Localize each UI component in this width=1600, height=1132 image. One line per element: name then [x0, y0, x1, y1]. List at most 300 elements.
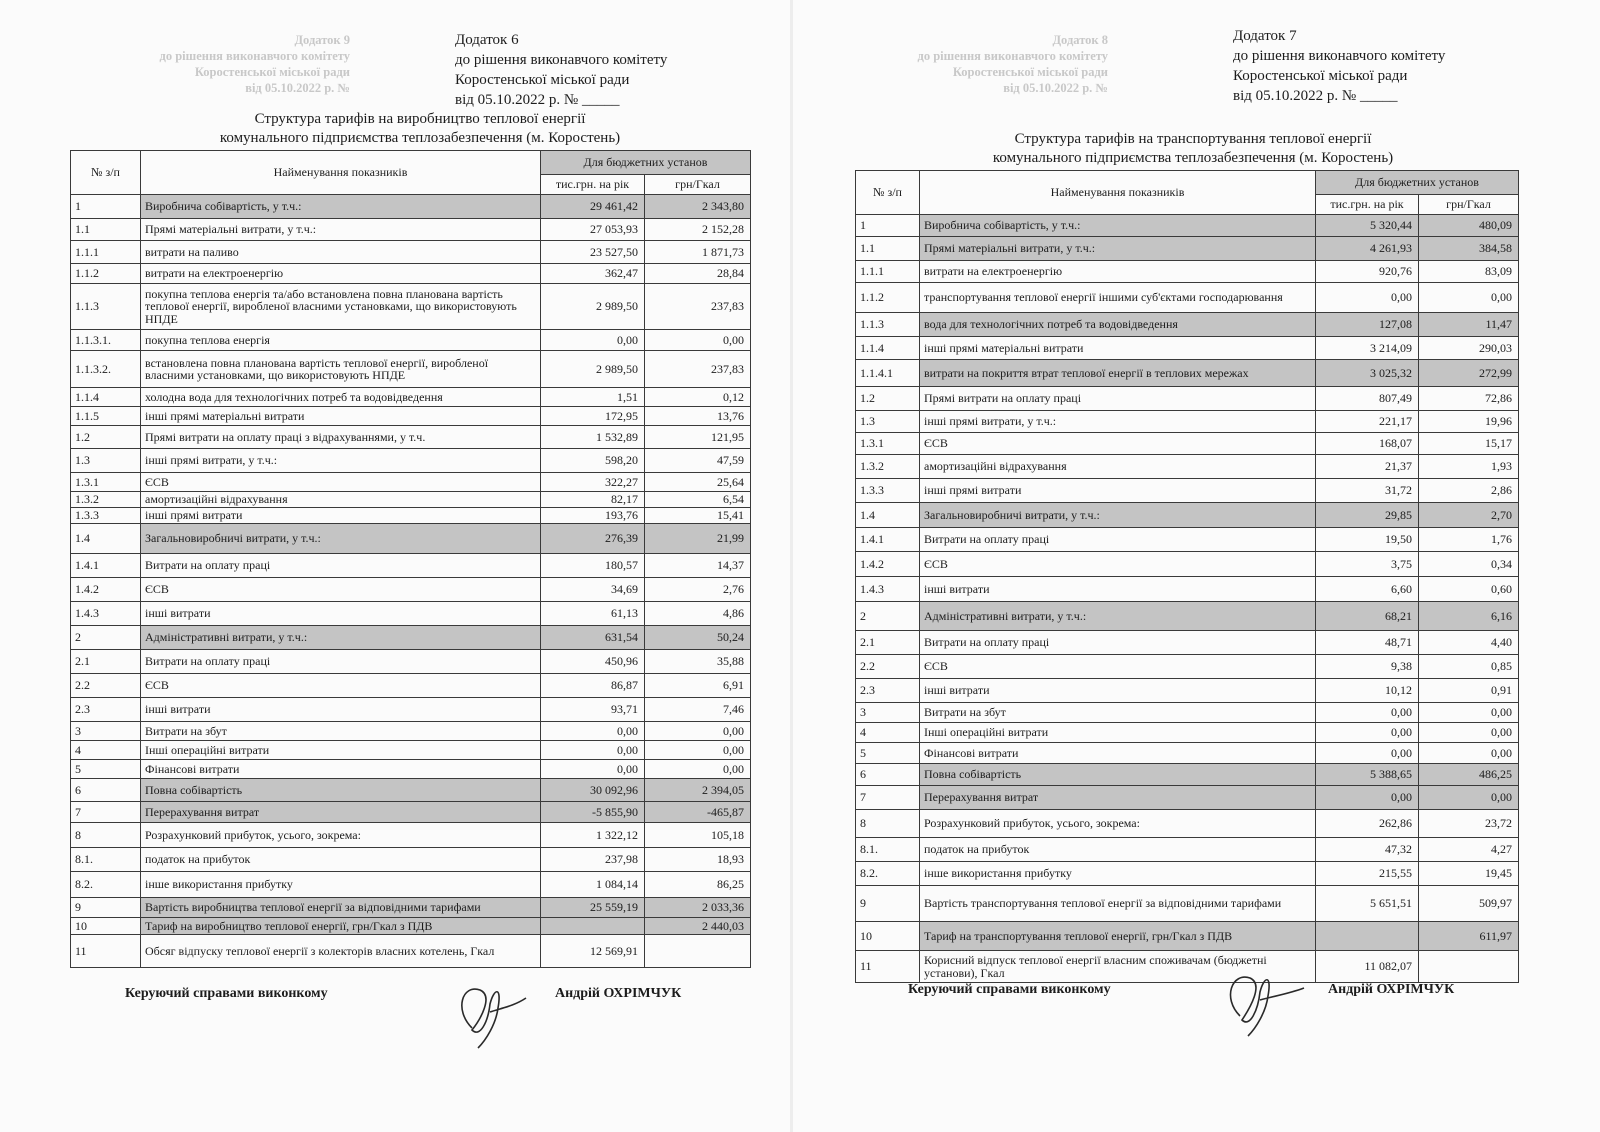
bleed-through-annex	[863, 32, 1108, 96]
row-value-annual: 12 569,91	[541, 935, 645, 968]
row-value-annual: 5 651,51	[1316, 886, 1419, 922]
row-label: покупна теплова енергія	[141, 330, 541, 351]
row-num: 8.1.	[71, 848, 141, 872]
row-value-per-gcal: 28,84	[645, 264, 751, 284]
row-label: ЄСВ	[141, 473, 541, 492]
row-num: 1.4.3	[856, 577, 920, 602]
row-value-annual: 10,12	[1316, 679, 1419, 703]
row-label: Вартість виробництва теплової енергії за відповідними тарифами	[141, 898, 541, 918]
row-num: 1.1.1	[856, 261, 920, 283]
row-label: витрати на покриття втрат теплової енергії в теплових мережах	[920, 360, 1316, 387]
row-value-per-gcal: 4,27	[1419, 838, 1519, 862]
left-document-page	[0, 0, 790, 1132]
row-num: 1.2	[71, 426, 141, 449]
row-value-per-gcal: 23,72	[1419, 810, 1519, 838]
row-value-per-gcal: 50,24	[645, 626, 751, 650]
row-value-per-gcal: 0,00	[1419, 723, 1519, 743]
row-label: Корисний відпуск теплової енергії власним споживачам (бюджетні установи), Гкал	[920, 951, 1316, 983]
row-label: інші витрати	[920, 577, 1316, 602]
row-value-annual: 322,27	[541, 473, 645, 492]
table-row	[856, 810, 1519, 838]
row-value-per-gcal: 0,85	[1419, 655, 1519, 679]
bleed-through-annex	[110, 32, 350, 96]
row-value-per-gcal: 4,40	[1419, 631, 1519, 655]
row-value-annual: 0,00	[541, 741, 645, 760]
row-value-annual: 276,39	[541, 524, 645, 554]
table-row	[71, 388, 751, 407]
table-row	[856, 411, 1519, 433]
row-value-annual: 34,69	[541, 578, 645, 602]
row-value-per-gcal: 0,34	[1419, 552, 1519, 577]
row-value-annual: 93,71	[541, 698, 645, 722]
row-label: Фінансові витрати	[141, 760, 541, 779]
annex-line: Коростенської міської ради	[455, 72, 630, 88]
table-row	[856, 703, 1519, 723]
row-label: податок на прибуток	[141, 848, 541, 872]
row-value-per-gcal: 290,03	[1419, 337, 1519, 360]
annex-block	[455, 30, 667, 110]
row-value-annual: 598,20	[541, 449, 645, 473]
header-num: № з/п	[856, 171, 920, 215]
row-num: 1.3	[71, 449, 141, 473]
row-value-annual: 48,71	[1316, 631, 1419, 655]
table-row	[71, 219, 751, 241]
header-name: Найменування показників	[141, 151, 541, 195]
row-label: інші прямі витрати, у т.ч.:	[141, 449, 541, 473]
row-value-per-gcal: 237,83	[645, 284, 751, 330]
row-label: Фінансові витрати	[920, 743, 1316, 764]
row-label: Прямі витрати на оплату праці з відрахуваннями, у т.ч.	[141, 426, 541, 449]
row-label: Тариф на транспортування теплової енергії, грн/Гкал з ПДВ	[920, 922, 1316, 951]
row-value-annual: 9,38	[1316, 655, 1419, 679]
row-num: 1.4.1	[856, 528, 920, 552]
row-num: 10	[856, 922, 920, 951]
table-row	[856, 552, 1519, 577]
row-value-per-gcal: -465,87	[645, 802, 751, 823]
row-value-per-gcal: 2,70	[1419, 503, 1519, 528]
row-label: ЄСВ	[920, 655, 1316, 679]
document-title	[80, 110, 760, 148]
row-value-annual: 4 261,93	[1316, 237, 1419, 261]
header-col2: грн/Гкал	[1419, 195, 1519, 215]
row-num: 1.1	[856, 237, 920, 261]
row-label: інші прямі витрати, у т.ч.:	[920, 411, 1316, 433]
row-value-annual: 3,75	[1316, 552, 1419, 577]
row-value-per-gcal: 86,25	[645, 872, 751, 898]
row-num: 1.3.3	[71, 508, 141, 524]
row-num: 7	[856, 786, 920, 810]
row-value-per-gcal: 0,12	[645, 388, 751, 407]
row-value-annual: 86,87	[541, 674, 645, 698]
row-value-annual: 29 461,42	[541, 195, 645, 219]
table-row	[856, 743, 1519, 764]
row-value-annual: 127,08	[1316, 313, 1419, 337]
row-value-annual: 1 084,14	[541, 872, 645, 898]
table-row	[71, 195, 751, 219]
row-label: Адміністративні витрати, у т.ч.:	[141, 626, 541, 650]
header-col2: грн/Гкал	[645, 175, 751, 195]
row-num: 1.1.3	[71, 284, 141, 330]
row-value-per-gcal: 35,88	[645, 650, 751, 674]
annex-line: Коростенської міської ради	[1233, 68, 1408, 84]
row-value-per-gcal: 509,97	[1419, 886, 1519, 922]
row-label: Витрати на збут	[920, 703, 1316, 723]
row-value-annual: 168,07	[1316, 433, 1419, 455]
row-value-annual: 82,17	[541, 492, 645, 508]
table-row	[856, 283, 1519, 313]
row-value-per-gcal: 0,00	[1419, 786, 1519, 810]
production-tariff-table	[70, 150, 751, 968]
row-num: 1.1.3.1.	[71, 330, 141, 351]
row-value-annual: 0,00	[1316, 703, 1419, 723]
row-num: 1.4.1	[71, 554, 141, 578]
row-value-per-gcal: 105,18	[645, 823, 751, 848]
row-label: ЄСВ	[141, 674, 541, 698]
table-row	[71, 473, 751, 492]
row-label: Загальновиробничі витрати, у т.ч.:	[141, 524, 541, 554]
table-row	[71, 872, 751, 898]
row-num: 6	[71, 779, 141, 802]
row-num: 10	[71, 918, 141, 935]
row-value-annual: 221,17	[1316, 411, 1419, 433]
row-value-per-gcal: 19,96	[1419, 411, 1519, 433]
row-num: 1.3.1	[856, 433, 920, 455]
row-value-per-gcal: 14,37	[645, 554, 751, 578]
row-num: 1.3.2	[71, 492, 141, 508]
ghost-line: Додаток 8	[1052, 33, 1108, 47]
header-num: № з/п	[71, 151, 141, 195]
row-label: інші витрати	[141, 698, 541, 722]
row-value-per-gcal: 1 871,73	[645, 241, 751, 264]
row-num: 2.3	[71, 698, 141, 722]
row-label: встановлена повна планована вартість теплової енергії, виробленої власними установками, що використовують НПДЕ	[141, 351, 541, 388]
row-label: амортизаційні відрахування	[920, 455, 1316, 479]
annex-number: Додаток 6	[455, 32, 519, 48]
row-value-annual: 0,00	[541, 722, 645, 741]
footer-title: Керуючий справами виконкому	[125, 986, 328, 1001]
row-value-per-gcal: 15,41	[645, 508, 751, 524]
footer-name: Андрій ОХРІМЧУК	[555, 986, 682, 1001]
table-row	[856, 764, 1519, 786]
row-value-annual: 21,37	[1316, 455, 1419, 479]
row-value-annual: 450,96	[541, 650, 645, 674]
row-num: 8.1.	[856, 838, 920, 862]
table-row	[856, 261, 1519, 283]
row-num: 5	[856, 743, 920, 764]
row-num: 1.1.1	[71, 241, 141, 264]
table-row	[856, 313, 1519, 337]
row-label: Прямі матеріальні витрати, у т.ч.:	[920, 237, 1316, 261]
row-label: витрати на електроенергію	[141, 264, 541, 284]
row-value-per-gcal: 480,09	[1419, 215, 1519, 237]
row-label: холодна вода для технологічних потреб та водовідведення	[141, 388, 541, 407]
row-value-annual: 172,95	[541, 407, 645, 426]
annex-line: до рішення виконавчого комітету	[1233, 48, 1446, 64]
row-value-annual: 47,32	[1316, 838, 1419, 862]
row-label: амортизаційні відрахування	[141, 492, 541, 508]
row-label: витрати на паливо	[141, 241, 541, 264]
row-value-annual: 29,85	[1316, 503, 1419, 528]
row-num: 1.1.2	[71, 264, 141, 284]
row-num: 8.2.	[71, 872, 141, 898]
row-num: 2.2	[71, 674, 141, 698]
row-label: Інші операційні витрати	[141, 741, 541, 760]
annex-number: Додаток 7	[1233, 28, 1297, 44]
row-num: 11	[71, 935, 141, 968]
signature-image	[450, 968, 530, 1050]
row-label: Витрати на оплату праці	[920, 631, 1316, 655]
table-row	[856, 503, 1519, 528]
row-label: ЄСВ	[920, 552, 1316, 577]
footer-title: Керуючий справами виконкому	[908, 982, 1111, 997]
title-line: комунального підприємства теплозабезпечення (м. Коростень)	[992, 150, 1394, 166]
row-value-annual: 362,47	[541, 264, 645, 284]
annex-block	[1233, 26, 1445, 106]
table-row	[71, 741, 751, 760]
row-value-per-gcal: 7,46	[645, 698, 751, 722]
row-label: Прямі матеріальні витрати, у т.ч.:	[141, 219, 541, 241]
table-row	[856, 631, 1519, 655]
row-label: інші прямі матеріальні витрати	[141, 407, 541, 426]
row-value-per-gcal: 2 394,05	[645, 779, 751, 802]
row-value-annual: 23 527,50	[541, 241, 645, 264]
row-value-per-gcal: 0,00	[645, 330, 751, 351]
row-value-per-gcal: 21,99	[645, 524, 751, 554]
row-value-per-gcal: 72,86	[1419, 387, 1519, 411]
row-num: 1.3.2	[856, 455, 920, 479]
table-row	[71, 760, 751, 779]
table-row	[856, 479, 1519, 503]
row-value-annual: 0,00	[541, 330, 645, 351]
table-row	[71, 241, 751, 264]
annex-line: до рішення виконавчого комітету	[455, 52, 668, 68]
row-value-annual: 2 989,50	[541, 351, 645, 388]
table-row	[856, 862, 1519, 886]
document-title	[873, 130, 1513, 168]
row-num: 1.3.3	[856, 479, 920, 503]
table-row	[856, 838, 1519, 862]
row-value-annual: 61,13	[541, 602, 645, 626]
table-row	[856, 215, 1519, 237]
row-value-per-gcal: 2,86	[1419, 479, 1519, 503]
row-value-annual: 0,00	[1316, 786, 1419, 810]
row-num: 1	[71, 195, 141, 219]
footer-name: Андрій ОХРІМЧУК	[1328, 982, 1455, 997]
row-value-per-gcal: 1,93	[1419, 455, 1519, 479]
row-value-annual: 6,60	[1316, 577, 1419, 602]
row-num: 5	[71, 760, 141, 779]
ghost-line: Коростенської міської ради	[952, 65, 1108, 79]
row-num: 1.4.2	[856, 552, 920, 577]
row-num: 1.1.3	[856, 313, 920, 337]
row-label: Перерахування витрат	[920, 786, 1316, 810]
row-value-annual: 0,00	[1316, 743, 1419, 764]
row-num: 1.1.2	[856, 283, 920, 313]
table-row	[856, 655, 1519, 679]
table-row	[71, 722, 751, 741]
table-row	[71, 426, 751, 449]
ghost-line: Коростенської міської ради	[194, 65, 350, 79]
row-value-per-gcal: 0,00	[645, 722, 751, 741]
row-value-annual: 262,86	[1316, 810, 1419, 838]
ghost-line: від 05.10.2022 р. №	[1003, 81, 1108, 95]
row-label: інші прямі матеріальні витрати	[920, 337, 1316, 360]
table-row	[71, 918, 751, 935]
row-label: Витрати на оплату праці	[141, 650, 541, 674]
row-label: Виробнича собівартість, у т.ч.:	[141, 195, 541, 219]
row-num: 4	[71, 741, 141, 760]
table-row	[856, 433, 1519, 455]
table-row	[856, 602, 1519, 631]
row-value-per-gcal: 0,00	[1419, 283, 1519, 313]
row-num: 1.4	[856, 503, 920, 528]
row-label: Розрахунковий прибуток, усього, зокрема:	[141, 823, 541, 848]
row-value-per-gcal: 19,45	[1419, 862, 1519, 886]
table-row	[856, 922, 1519, 951]
row-label: Виробнича собівартість, у т.ч.:	[920, 215, 1316, 237]
row-label: інші витрати	[920, 679, 1316, 703]
row-num: 11	[856, 951, 920, 983]
row-value-annual: 31,72	[1316, 479, 1419, 503]
table-row	[71, 264, 751, 284]
row-value-per-gcal: 0,00	[645, 760, 751, 779]
row-value-annual: 0,00	[1316, 723, 1419, 743]
row-value-per-gcal: 15,17	[1419, 433, 1519, 455]
table-row	[71, 650, 751, 674]
row-value-per-gcal: 6,16	[1419, 602, 1519, 631]
row-value-annual: 5 388,65	[1316, 764, 1419, 786]
row-label: ЄСВ	[920, 433, 1316, 455]
table-row	[856, 337, 1519, 360]
table-row	[71, 898, 751, 918]
row-label: Витрати на збут	[141, 722, 541, 741]
row-value-per-gcal: 11,47	[1419, 313, 1519, 337]
row-label: транспортування теплової енергії іншими суб'єктами господарювання	[920, 283, 1316, 313]
row-value-per-gcal: 83,09	[1419, 261, 1519, 283]
title-line: Структура тарифів на виробництво теплової енергії	[254, 111, 586, 127]
row-value-per-gcal: 0,00	[1419, 743, 1519, 764]
table-row	[856, 528, 1519, 552]
row-num: 1.3	[856, 411, 920, 433]
table-row	[856, 679, 1519, 703]
row-value-per-gcal: 2 343,80	[645, 195, 751, 219]
row-num: 1.1.4.1	[856, 360, 920, 387]
table-row	[71, 802, 751, 823]
table-row	[856, 577, 1519, 602]
row-label: Витрати на оплату праці	[920, 528, 1316, 552]
row-value-annual	[541, 918, 645, 935]
row-num: 1.1.4	[856, 337, 920, 360]
row-label: інші прямі витрати	[141, 508, 541, 524]
signature-image	[1218, 958, 1308, 1040]
row-value-per-gcal: 121,95	[645, 426, 751, 449]
row-value-per-gcal: 237,83	[645, 351, 751, 388]
row-value-annual: 19,50	[1316, 528, 1419, 552]
table-row	[856, 387, 1519, 411]
row-value-per-gcal: 0,00	[645, 741, 751, 760]
row-value-per-gcal: 47,59	[645, 449, 751, 473]
table-row	[856, 360, 1519, 387]
row-label: покупна теплова енергія та/або встановлена повна планована вартість теплової енергії, виробленої власними установками, що використовують НПДЕ	[141, 284, 541, 330]
row-value-annual: 237,98	[541, 848, 645, 872]
row-label: Тариф на виробництво теплової енергії, грн/Гкал з ПДВ	[141, 918, 541, 935]
row-label: Вартість транспортування теплової енергії за відповідними тарифами	[920, 886, 1316, 922]
ghost-line: Додаток 9	[294, 33, 350, 47]
row-value-annual: 920,76	[1316, 261, 1419, 283]
annex-date: від 05.10.2022 р. № _____	[455, 92, 620, 108]
row-value-per-gcal: 6,91	[645, 674, 751, 698]
row-label: інше використання прибутку	[920, 862, 1316, 886]
table-row	[71, 407, 751, 426]
row-value-annual: 68,21	[1316, 602, 1419, 631]
table-row	[71, 524, 751, 554]
title-line: Структура тарифів на транспортування теплової енергії	[1014, 131, 1372, 147]
header-col1: тис.грн. на рік	[541, 175, 645, 195]
row-num: 2.1	[71, 650, 141, 674]
row-label: ЄСВ	[141, 578, 541, 602]
row-value-per-gcal: 2,76	[645, 578, 751, 602]
row-value-annual: 30 092,96	[541, 779, 645, 802]
row-value-per-gcal: 272,99	[1419, 360, 1519, 387]
row-label: вода для технологічних потреб та водовідведення	[920, 313, 1316, 337]
row-num: 1.4.2	[71, 578, 141, 602]
row-label: витрати на електроенергію	[920, 261, 1316, 283]
table-row	[71, 935, 751, 968]
table-row	[856, 237, 1519, 261]
table-row	[71, 674, 751, 698]
row-value-per-gcal: 2 033,36	[645, 898, 751, 918]
row-num: 9	[856, 886, 920, 922]
row-num: 8	[71, 823, 141, 848]
row-value-per-gcal: 2 440,03	[645, 918, 751, 935]
table-row	[71, 351, 751, 388]
row-num: 1	[856, 215, 920, 237]
row-value-annual: -5 855,90	[541, 802, 645, 823]
row-value-per-gcal: 4,86	[645, 602, 751, 626]
row-value-per-gcal: 611,97	[1419, 922, 1519, 951]
row-num: 7	[71, 802, 141, 823]
title-line: комунального підприємства теплозабезпечення (м. Коростень)	[219, 130, 621, 146]
row-value-per-gcal	[645, 935, 751, 968]
row-value-per-gcal	[1419, 951, 1519, 983]
table-row	[856, 786, 1519, 810]
row-label: Повна собівартість	[920, 764, 1316, 786]
row-num: 8.2.	[856, 862, 920, 886]
row-num: 2.3	[856, 679, 920, 703]
row-label: Адміністративні витрати, у т.ч.:	[920, 602, 1316, 631]
row-value-annual: 1 532,89	[541, 426, 645, 449]
row-value-annual: 3 214,09	[1316, 337, 1419, 360]
row-label: Витрати на оплату праці	[141, 554, 541, 578]
right-document-page	[793, 0, 1600, 1132]
row-value-per-gcal: 0,00	[1419, 703, 1519, 723]
row-value-per-gcal: 18,93	[645, 848, 751, 872]
table-row	[71, 554, 751, 578]
row-value-per-gcal: 384,58	[1419, 237, 1519, 261]
row-num: 1.1.3.2.	[71, 351, 141, 388]
row-num: 1.4.3	[71, 602, 141, 626]
row-value-annual: 25 559,19	[541, 898, 645, 918]
row-num: 2.2	[856, 655, 920, 679]
row-value-annual: 11 082,07	[1316, 951, 1419, 983]
row-value-annual: 807,49	[1316, 387, 1419, 411]
row-value-annual: 193,76	[541, 508, 645, 524]
row-num: 8	[856, 810, 920, 838]
row-num: 1.3.1	[71, 473, 141, 492]
row-num: 6	[856, 764, 920, 786]
row-label: Обсяг відпуску теплової енергії з колекторів власних котелень, Гкал	[141, 935, 541, 968]
annex-date: від 05.10.2022 р. № _____	[1233, 88, 1398, 104]
